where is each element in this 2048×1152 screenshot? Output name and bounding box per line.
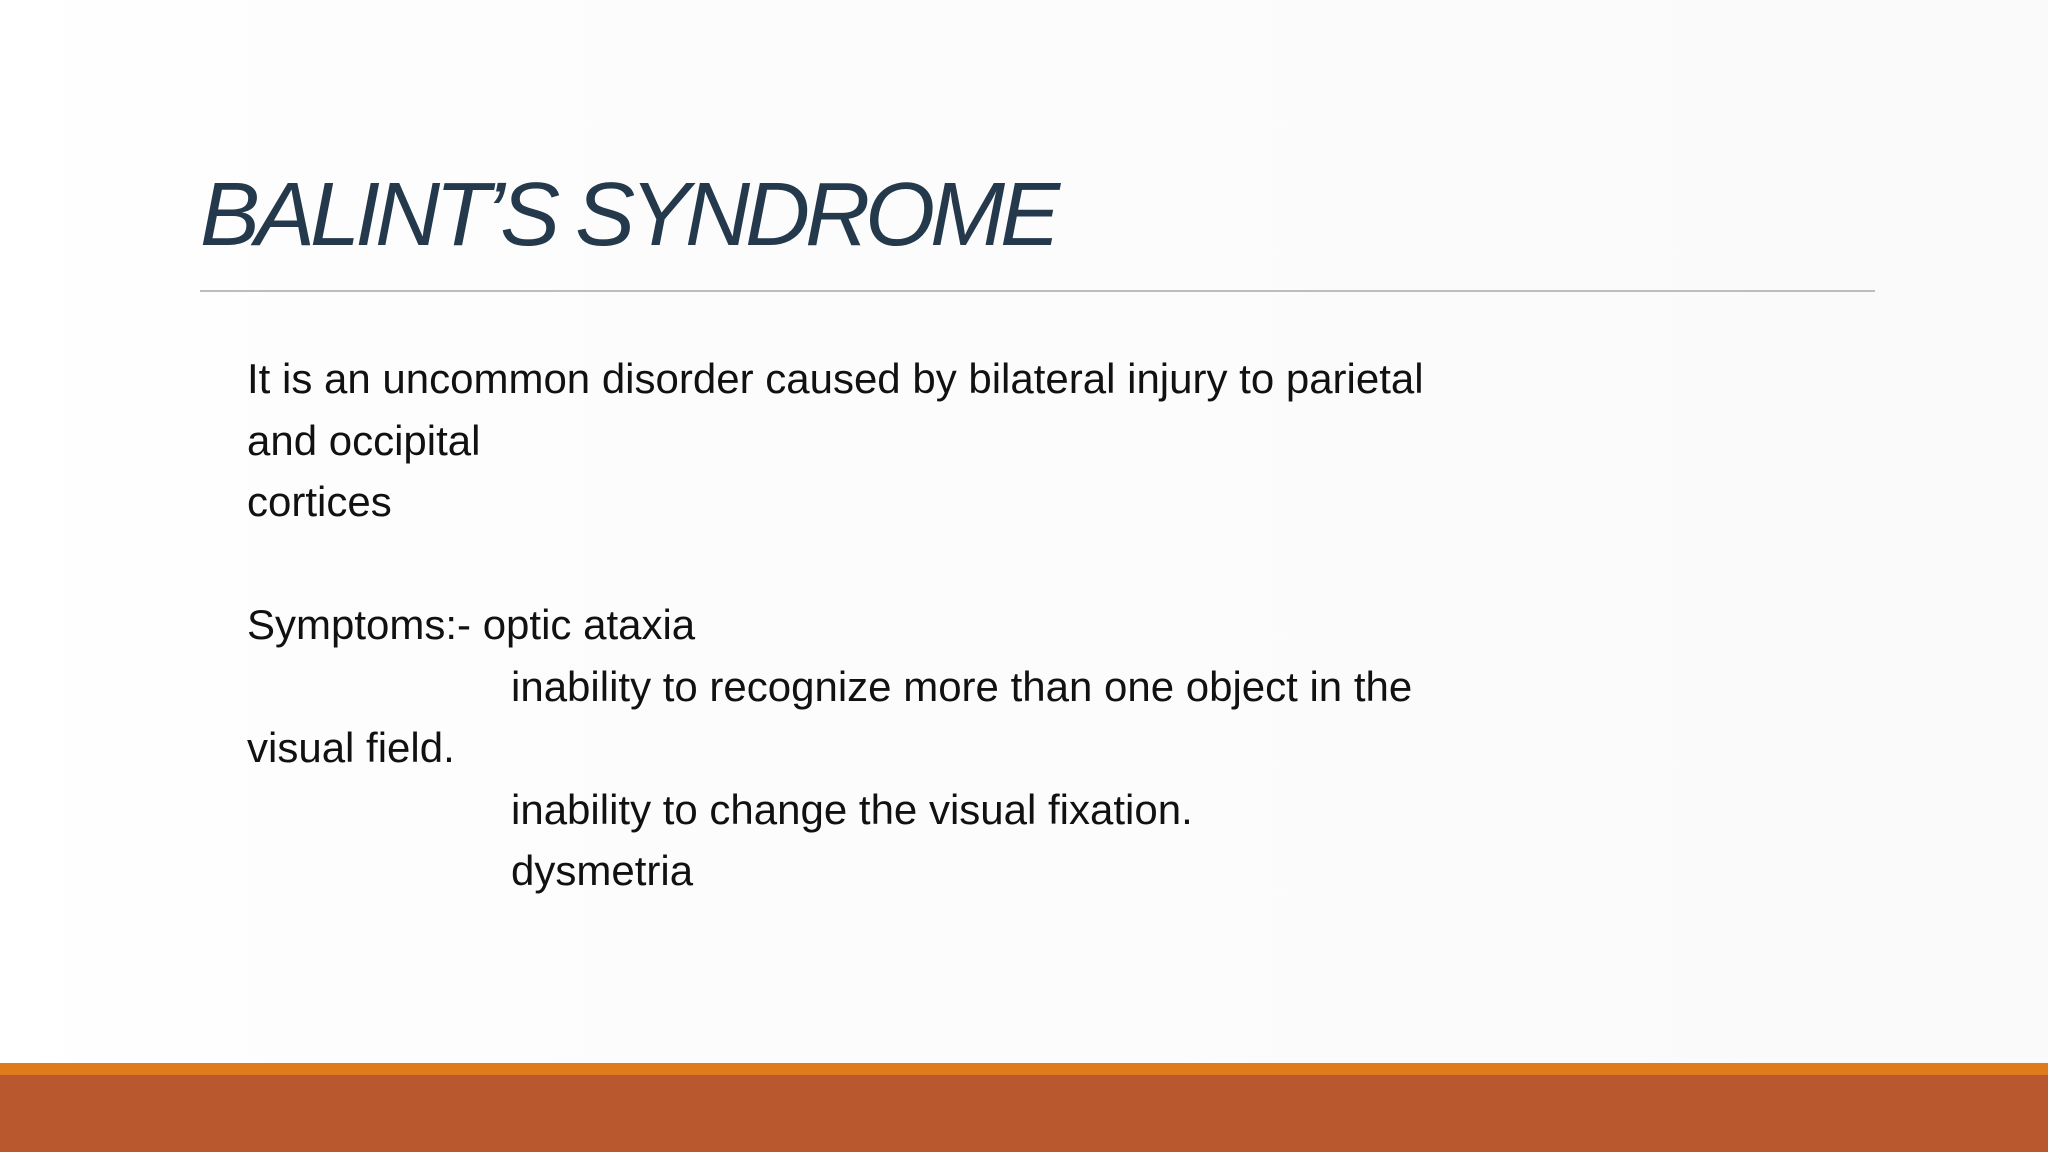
symptom-3: inability to change the visual fixation. <box>511 785 1193 833</box>
paragraph-gap <box>247 533 1647 595</box>
intro-line-3: cortices <box>247 478 392 525</box>
footer-accent-stripe <box>0 1063 2048 1075</box>
intro-line-1: It is an uncommon disorder caused by bilateral injury to parietal <box>247 355 1424 402</box>
slide-body <box>247 348 1647 902</box>
symptom-4: dysmetria <box>511 847 694 894</box>
symptom-2-wrap: visual field. <box>247 724 455 771</box>
symptom-2: inability to recognize more than one object in the <box>511 662 1413 710</box>
intro-line-2: and occipital <box>247 416 481 464</box>
title-divider <box>200 290 1875 292</box>
symptoms-lead: Symptoms:- optic ataxia <box>247 601 696 648</box>
footer-band <box>0 1075 2048 1152</box>
slide-title: BALINT’S SYNDROME <box>200 165 1056 265</box>
